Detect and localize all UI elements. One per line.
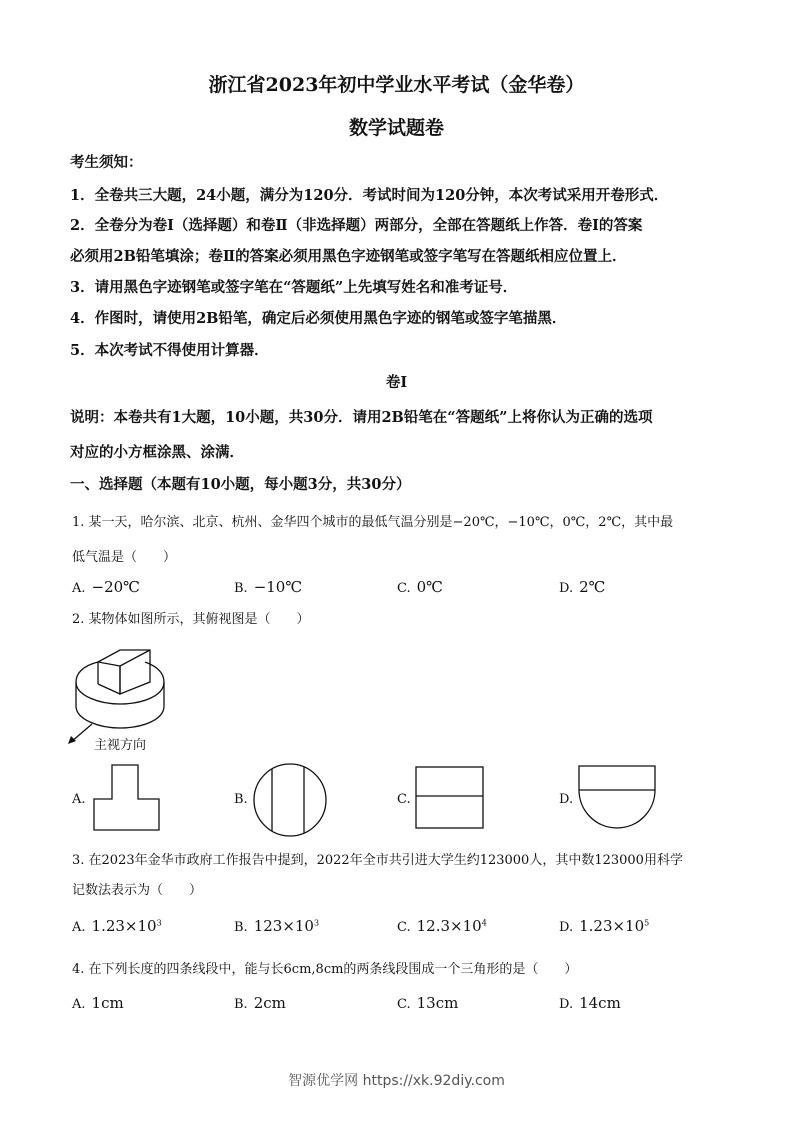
question-2-stem: 2. 某物体如图所示，其俯视图是（ ）	[72, 612, 310, 627]
page-title: 浙江省2023年初中学业水平考试（金华卷）	[208, 74, 585, 96]
question-4-stem: 4. 在下列长度的四条线段中，能与长6cm,8cm的两条线段围成一个三角形的是（ ）	[72, 962, 578, 977]
option-b-circle-two-lines-figure[interactable]	[251, 762, 329, 838]
option-label: D.	[559, 581, 574, 596]
section-explain: 说明：本卷共有1大题，10小题，共30分．请用2B铅笔在“答题纸”上将你认为正确的选项	[70, 409, 653, 426]
option-label: A.	[72, 920, 86, 935]
option-exponent: 3	[313, 918, 320, 928]
part-title: 一、选择题（本题有10小题，每小题3分，共30分）	[70, 476, 411, 493]
option-value: 2℃	[579, 578, 606, 596]
view-direction-arrow-icon	[66, 722, 96, 746]
option-value: −10℃	[253, 578, 303, 596]
question-3-option-a[interactable]	[72, 917, 162, 935]
option-value: 1.23×10	[91, 917, 157, 935]
option-value: 0℃	[416, 578, 443, 596]
option-label: B.	[234, 920, 248, 935]
question-2-option-c[interactable]: C.	[397, 792, 411, 807]
question-3-stem: 记数法表示为（ ）	[72, 883, 203, 898]
option-value: 12.3×10	[416, 917, 482, 935]
option-value: 14cm	[579, 994, 621, 1012]
option-value: 1cm	[91, 994, 124, 1012]
question-3-option-d[interactable]	[559, 917, 649, 935]
option-label: D.	[559, 920, 574, 935]
question-4-option-a[interactable]	[72, 994, 124, 1012]
option-label: C.	[397, 920, 411, 935]
notice-item: 3．请用黑色字迹钢笔或签字笔在“答题纸”上先填写姓名和准考证号．	[70, 279, 518, 296]
view-direction-label: 主视方向	[94, 738, 147, 753]
option-a-t-shape-figure[interactable]	[91, 764, 163, 832]
question-3-stem: 3. 在2023年金华市政府工作报告中提到，2022年全市共引进大学生约123000人，其中数123000用科学	[72, 853, 683, 868]
notice-item: 4．作图时，请使用2B铅笔，确定后必须使用黑色字迹的钢笔或签字笔描黑．	[70, 310, 567, 327]
option-value: −20℃	[91, 578, 140, 596]
question-2-option-a[interactable]: A.	[72, 792, 86, 807]
option-exponent: 3	[156, 918, 162, 928]
option-d-semicircle-figure[interactable]	[576, 764, 658, 830]
notice-item: 2．全卷分为卷Ⅰ（选择题）和卷Ⅱ（非选择题）两部分，全部在答题纸上作答．卷Ⅰ的答案	[70, 217, 643, 234]
option-label: D.	[559, 997, 574, 1012]
option-value: 123×10	[253, 917, 314, 935]
question-3-option-b[interactable]	[234, 917, 319, 935]
option-exponent: 4	[481, 918, 487, 928]
question-4-option-d[interactable]	[559, 994, 621, 1012]
section-explain: 对应的小方框涂黑、涂满．	[70, 444, 244, 461]
notice-item: 1．全卷共三大题，24小题，满分为120分．考试时间为120分钟，本次考试采用开卷形式．	[70, 187, 669, 204]
question-2-option-d[interactable]: D.	[559, 792, 574, 807]
question-2-option-b[interactable]: B.	[234, 792, 248, 807]
option-value: 2cm	[253, 994, 286, 1012]
notice-item: 5．本次考试不得使用计算器．	[70, 342, 269, 359]
question-1-stem: 低气温是（ ）	[72, 550, 177, 565]
option-label: C.	[397, 997, 411, 1012]
option-label: B.	[234, 581, 248, 596]
question-1-option-d[interactable]	[559, 578, 605, 596]
option-exponent: 5	[644, 918, 650, 928]
option-label: A.	[72, 581, 86, 596]
page-subtitle: 数学试题卷	[348, 117, 444, 139]
option-value: 1.23×10	[579, 917, 645, 935]
footer-watermark: 智源优学网 https://xk.92diy.com	[288, 1073, 505, 1089]
notice-heading: 考生须知：	[70, 154, 143, 171]
option-label: A.	[72, 997, 86, 1012]
volume-title: 卷Ⅰ	[385, 374, 408, 391]
question-4-option-c[interactable]	[397, 994, 458, 1012]
option-label: B.	[234, 997, 248, 1012]
option-label: C.	[397, 581, 411, 596]
option-value: 13cm	[416, 994, 459, 1012]
question-3-option-c[interactable]	[397, 917, 487, 935]
question-1-stem: 1. 某一天，哈尔滨、北京、杭州、金华四个城市的最低气温分别是−20℃，−10℃，0℃，2℃，其中最	[72, 515, 674, 530]
notice-item: 必须用2B铅笔填涂；卷Ⅱ的答案必须用黑色字迹钢笔或签字笔写在答题纸相应位置上．	[70, 248, 627, 265]
question-1-option-c[interactable]	[397, 578, 443, 596]
question-1-option-a[interactable]	[72, 578, 140, 596]
question-4-option-b[interactable]	[234, 994, 286, 1012]
question-1-option-b[interactable]	[234, 578, 302, 596]
option-c-rectangle-figure[interactable]	[414, 766, 486, 830]
